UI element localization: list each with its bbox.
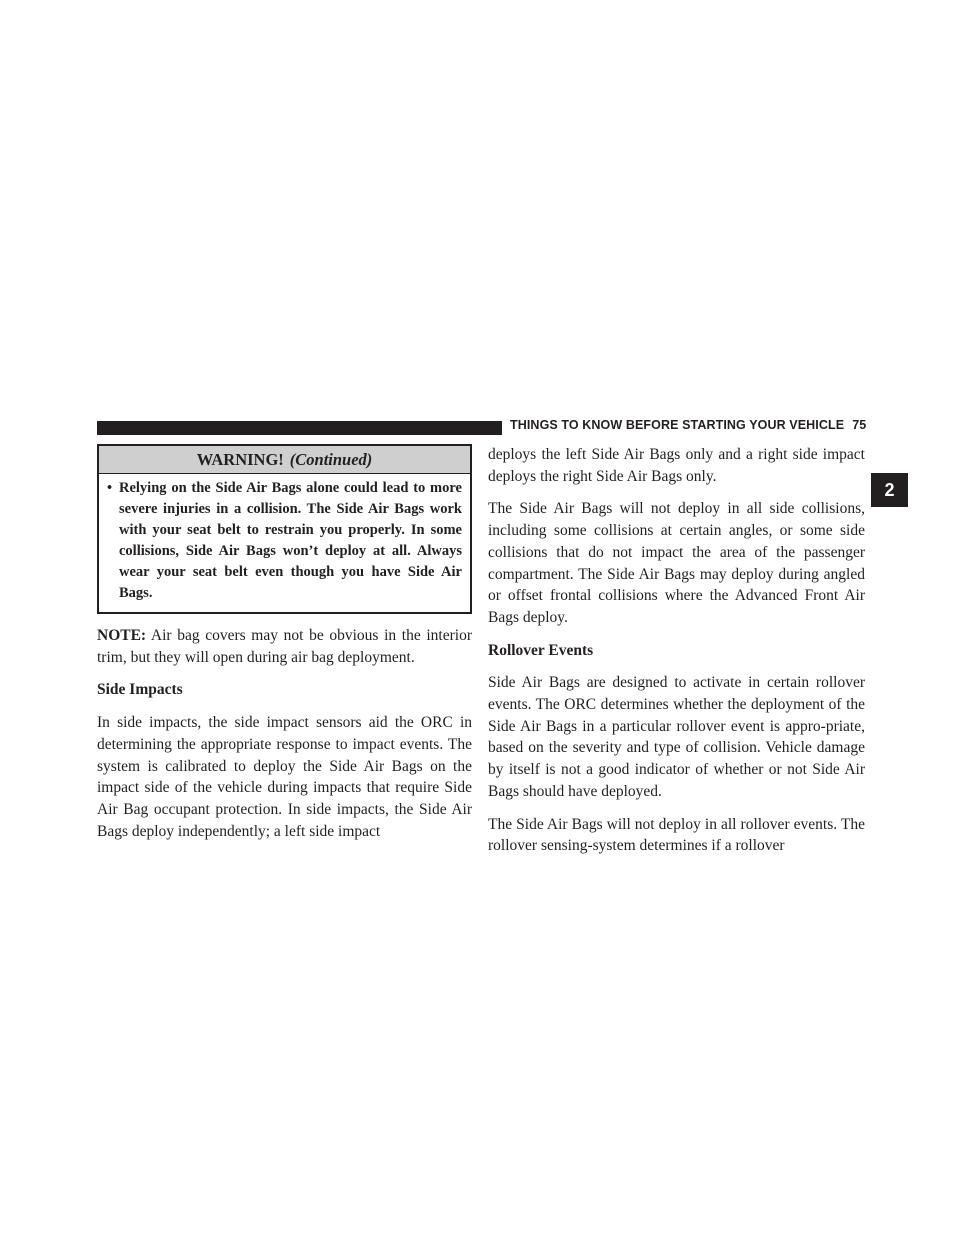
paragraph-not-all-side: The Side Air Bags will not deploy in all side collisions, including some collisions at certain angles, or some side collisions that do not impact the area of the passenger compartment. The Side Air Bags may deploy during angled or offset frontal collisions where the Advanced Front Air Bags deploy. — [488, 500, 865, 626]
chapter-tab: 2 — [871, 473, 908, 507]
warning-bullet — [107, 478, 462, 604]
running-header — [510, 418, 865, 432]
note-label: NOTE: — [97, 627, 147, 644]
paragraph-continued: deploys the left Side Air Bags only and a right side impact deploys the right Side Air Bags only. — [488, 446, 865, 485]
paragraph-rollover: Side Air Bags are designed to activate in certain rollover events. The ORC determines whether the deployment of the Side Air Bags in a particular rollover event is appro-priate, based on the severity and type of collision. Vehicle damage by itself is not a good indicator of whether or not Side Air Bags should have deployed. — [488, 674, 865, 800]
note-text: Air bag covers may not be obvious in the interior trim, but they will open during air bag deployment. — [97, 627, 472, 666]
warning-body — [99, 474, 470, 612]
page-number: 75 — [852, 418, 867, 432]
heading-side-impacts: Side Impacts — [97, 681, 183, 699]
section-title: THINGS TO KNOW BEFORE STARTING YOUR VEHICLE — [510, 418, 845, 432]
note-paragraph — [97, 625, 472, 668]
paragraph-rollover-not-all: The Side Air Bags will not deploy in all rollover events. The rollover sensing-system determines if a rollover — [488, 815, 865, 855]
warning-continued: (Continued) — [289, 450, 373, 469]
right-column — [488, 444, 865, 868]
left-column — [97, 444, 472, 853]
paragraph-side-impacts: In side impacts, the side impact sensors aid the ORC in determining the appropriate response to impact events. The system is calibrated to deploy the Side Air Bags on the impact side of the vehicle during impacts that require Side Air Bag occupant protection. In side impacts, the Side Air Bags deploy independently; a left side impact — [97, 714, 472, 840]
warning-title: WARNING! — [196, 450, 284, 469]
heading-rollover-events: Rollover Events — [488, 641, 594, 659]
warning-box — [97, 444, 472, 614]
warning-header — [99, 446, 470, 474]
bullet-marker: • — [107, 480, 113, 496]
header-rule — [97, 421, 502, 435]
warning-bullet-text: Relying on the Side Air Bags alone could lead to more severe injuries in a collision. The Side Air Bags work with your seat belt to restrain you properly. In some collisions, Side Air Bags won’t deploy at all. Always wear your seat belt even though you have Side Air Bags. — [119, 480, 462, 601]
